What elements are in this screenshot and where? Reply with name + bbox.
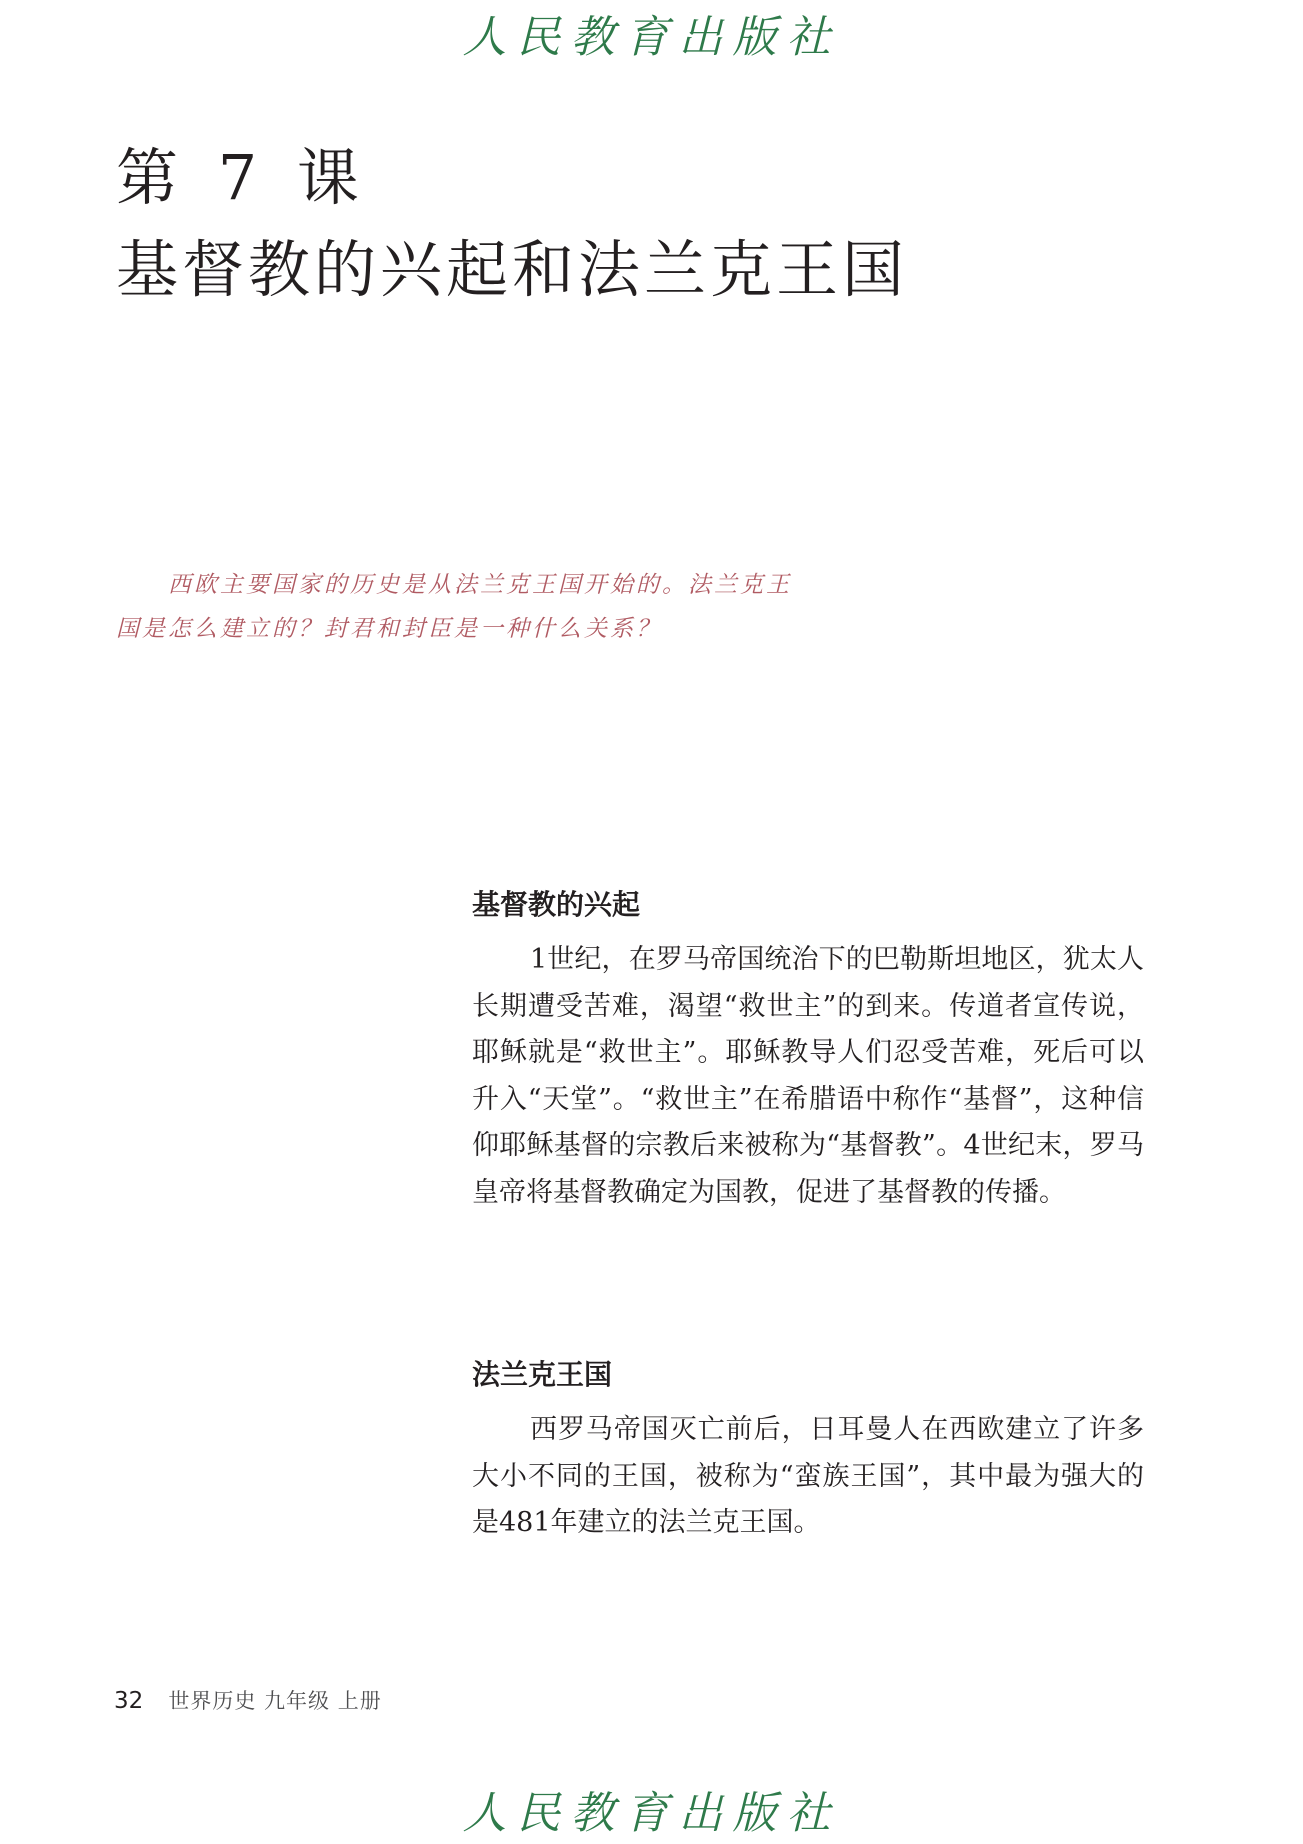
section-heading: 基督教的兴起: [472, 888, 641, 921]
page-number: 32: [114, 1688, 144, 1714]
section-body: 1世纪，在罗马帝国统治下的巴勒斯坦地区，犹太人长期遭受苦难，渴望“救世主”的到来。传道者宣传说，耶稣就是“救世主”。耶稣教导人们忍受苦难，死后可以升入“天堂”。“救世主”在希腊语中称作“基督”，这种信仰耶稣基督的宗教后来被称为“基督教”。4世纪末，罗马皇帝将基督教确定为国教，促进了基督教的传播。: [472, 944, 1144, 1208]
lesson-intro-question: 西欧主要国家的历史是从法兰克王国开始的。法兰克王国是怎么建立的？封君和封臣是一种什么关系？: [116, 572, 792, 642]
publisher-logo-top: 人民教育出版社: [462, 12, 841, 63]
page-footer: [114, 1686, 382, 1718]
book-title: 世界历史 九年级 上册: [168, 1689, 382, 1713]
section-body: 西罗马帝国灭亡前后，日耳曼人在西欧建立了许多大小不同的王国，被称为“蛮族王国”，其中最为强大的是481年建立的法兰克王国。: [472, 1414, 1144, 1538]
lesson-title: 基督教的兴起和法兰克王国: [116, 233, 909, 306]
section-rise-of-christianity: [472, 885, 1144, 1216]
publisher-logo-bottom: 人民教育出版社: [462, 1788, 841, 1839]
lesson-number: 第 7 课: [116, 141, 369, 214]
section-frankish-kingdom: [472, 1355, 1144, 1547]
section-heading: 法兰克王国: [472, 1358, 613, 1391]
